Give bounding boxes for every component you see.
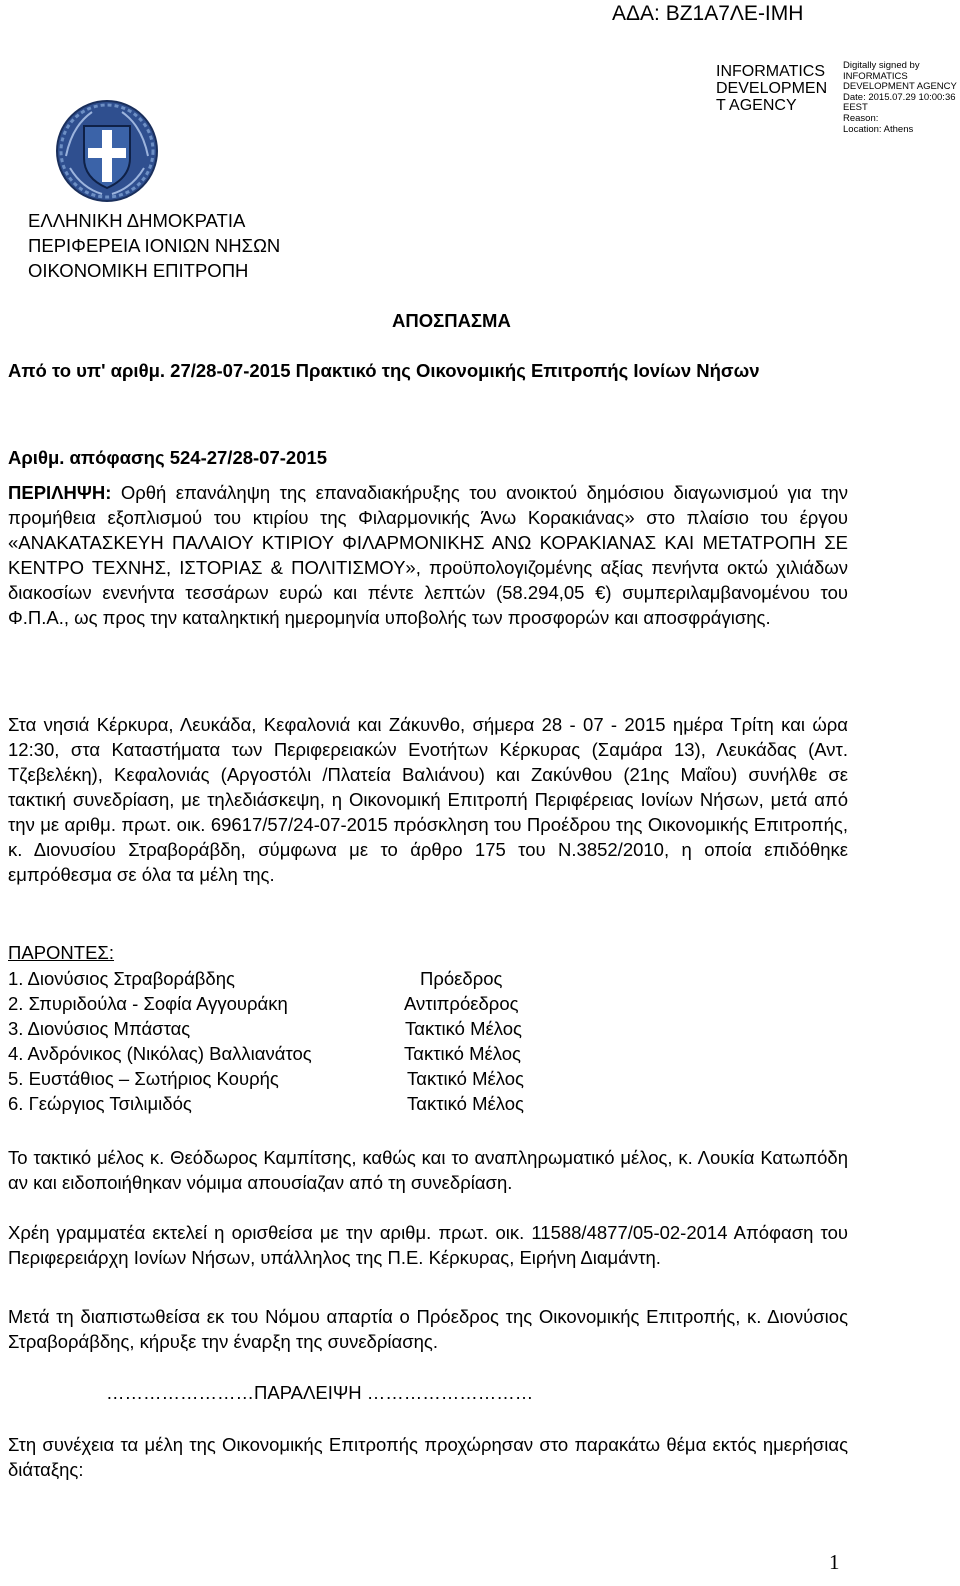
signature-detail-line: Reason: <box>843 112 879 124</box>
member-role: Τακτικό Μέλος <box>407 1068 524 1089</box>
member-role: Τακτικό Μέλος <box>407 1093 524 1114</box>
header-committee: ΟΙΚΟΝΟΜΙΚΗ ΕΠΙΤΡΟΠΗ <box>28 260 249 281</box>
summary-text: Ορθή επανάληψη της επαναδιακήρυξης του ανοικτού δημόσιου διαγωνισμού για την προμήθεια εξοπλισμού του κτιρίου της Φιλαρμονικής Άνω Κορακιάνας» στο πλαίσιο του έργου «ΑΝΑΚΑΤΑΣΚΕΥΗ ΠΑΛΑΙΟΥ ΚΤΙΡΙΟΥ ΦΙΛΑΡΜΟΝΙΚΗΣ ΑΝΩ ΚΟΡΑΚΙΑΝΑΣ ΚΑΙ ΜΕΤΑΤΡΟΠΗ ΣΕ ΚΕΝΤΡΟ ΤΕΧΝΗΣ, ΙΣΤΟΡΙΑΣ & ΠΟΛΙΤΙΣΜΟΥ», προϋπολογιζομένης αξίας πενήντα οκτώ χιλιάδων διακοσίων ενενήντα τεσσάρων ευρώ και πέντε λεπτών (58.294,05 €) συμπεριλαμβανομένου του Φ.Π.Α., ως προς την καταληκτική ημερομηνία υποβολής των προσφορών και αποσφράγισης. <box>8 482 848 628</box>
page-number: 1 <box>829 1550 840 1574</box>
quorum-paragraph: Μετά τη διαπιστωθείσα εκ του Νόμου απαρτία ο Πρόεδρος της Οικονομικής Επιτροπής, κ. Διονύσιος Στραβοράβδης, κήρυξε την έναρξη της συνεδρίασης. <box>8 1306 848 1352</box>
signature-detail-line: Location: Athens <box>843 123 914 135</box>
signature-detail-line: DEVELOPMENT AGENCY <box>843 81 957 93</box>
member-role: Αντιπρόεδρος <box>404 993 519 1014</box>
greek-coat-of-arms-icon <box>52 96 162 206</box>
header-region: ΠΕΡΙΦΕΡΕΙΑ ΙΟΝΙΩΝ ΝΗΣΩΝ <box>28 235 281 256</box>
summary-paragraph <box>8 480 848 630</box>
signer-line: DEVELOPMEN <box>716 80 828 97</box>
continuation-paragraph: Στη συνέχεια τα μέλη της Οικονομικής Επιτροπής προχώρησαν στο παρακάτω θέμα εκτός ημερήσιας διάταξης: <box>8 1434 848 1480</box>
header-country: ΕΛΛΗΝΙΚΗ ΔΗΜΟΚΡΑΤΙΑ <box>28 210 246 231</box>
signature-detail-line: Digitally signed by <box>843 60 920 71</box>
document-title: ΑΠΟΣΠΑΣΜΑ <box>392 310 511 331</box>
member-name: 2. Σπυριδούλα - Σοφία Αγγουράκη <box>8 993 288 1014</box>
member-role: Πρόεδρος <box>420 968 503 989</box>
decision-number: Αριθμ. απόφασης 524-27/28-07-2015 <box>8 447 328 468</box>
member-role: Τακτικό Μέλος <box>405 1018 522 1039</box>
member-name: 6. Γεώργιος Τσιλιμιδός <box>8 1093 192 1114</box>
minutes-reference: Από το υπ' αριθμ. 27/28-07-2015 Πρακτικό της Οικονομικής Επιτροπής Ιονίων Νήσων <box>8 360 760 381</box>
signer-line: INFORMATICS <box>716 63 826 80</box>
member-name: 4. Ανδρόνικος (Νικόλας) Βαλλιανάτος <box>8 1043 312 1064</box>
signature-details <box>843 61 957 135</box>
absent-paragraph: Το τακτικό μέλος κ. Θεόδωρος Καμπίτσης, καθώς και το αναπληρωματικό μέλος, κ. Λουκία Κατωπόδη αν και ειδοποιήθηκαν νόμιμα απουσίαζαν από τη συνεδρίαση. <box>8 1147 848 1193</box>
member-role: Τακτικό Μέλος <box>404 1043 521 1064</box>
signature-detail-line: EEST <box>843 102 868 114</box>
member-name: 1. Διονύσιος Στραβοράβδης <box>8 968 235 989</box>
member-name: 5. Ευστάθιος – Σωτήριος Κουρής <box>8 1068 279 1089</box>
signer-line: T AGENCY <box>716 97 797 114</box>
member-name: 3. Διονύσιος Μπάστας <box>8 1018 191 1039</box>
signature-detail-line: Date: 2015.07.29 10:00:36 <box>843 91 956 103</box>
ada-code: ΑΔΑ: ΒΖ1Α7ΛΕ-ΙΜΗ <box>612 2 804 25</box>
present-title: ΠΑΡΟΝΤΕΣ: <box>8 942 115 963</box>
meeting-paragraph: Στα νησιά Κέρκυρα, Λευκάδα, Κεφαλονιά και Ζάκυνθο, σήμερα 28 - 07 - 2015 ημέρα Τρίτη και ώρα 12:30, στα Καταστήματα των Περιφερειακών Ενοτήτων Κέρκυρας (Σαμάρα 13), Λευκάδας (Αντ. Τζεβελέκη), Κεφαλονιάς (Αργοστόλι /Πλατεία Βαλιάνου) και Ζακύνθου (21ης Μαΐου) συνήλθε σε τακτική συνεδρίαση, με τηλεδιάσκεψη, η Οικονομική Επιτροπή Περιφέρειας Ιονίων Νήσων, μετά από την με αριθμ. πρωτ. οικ. 69617/57/24-07-2015 πρόσκληση του Προέδρου της Οικονομικής Επιτροπής, κ. Διονυσίου Στραβοράβδη, σύμφωνα με το άρθρο 175 του Ν.3852/2010, η οποία επιδόθηκε εμπρόθεσμα σε όλα τα μέλη της. <box>8 714 848 885</box>
signature-signer <box>716 63 827 114</box>
document-header <box>28 208 280 283</box>
secretary-paragraph: Χρέη γραμματέα εκτελεί η ορισθείσα με την αριθμ. πρωτ. οικ. 11588/4877/05-02-2014 Απόφαση του Περιφερειάρχη Ιονίων Νήσων, υπάλληλος της Π.Ε. Κέρκυρας, Ειρήνη Διαμάντη. <box>8 1222 848 1268</box>
signature-detail-line: INFORMATICS <box>843 70 908 82</box>
summary-label: ΠΕΡΙΛΗΨΗ: <box>8 482 112 503</box>
omission-marker: ……………………ΠΑΡΑΛΕΙΨΗ ……………………… <box>106 1382 534 1403</box>
